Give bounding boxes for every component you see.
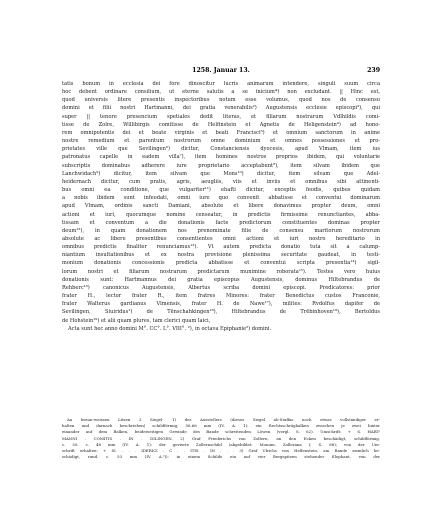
text-line: omnibus predictis finaliter renunciamus¹³). Vt autem predicta donatio tuta sit a calump-: [62, 244, 380, 251]
text-line: frater Walterus gardianus Vlmensis, frater H. de Nawe¹⁷), milites: Rvdolfus dapifer de: [62, 301, 380, 308]
text-line: Rehberc¹⁶) canonicus Augustensis, Albertus scriba domini episcopi. Predicatores: prior: [62, 284, 380, 291]
text-line: domini et filii nostri Hartmanni, dei gratia venerabilis²) Augustensis ecclesie episcopi³), qui: [62, 105, 380, 112]
text-line: Sevilingen, Siuiridus¹) de Tēnschahkingen¹⁸), Hiltebrandus de Trēbinhoven¹⁹), Bertoldus: [62, 309, 380, 316]
text-line: Lanchwidach⁹) dicitur, item silvam que Mons¹⁰) dicitur, item silvam que Adel-: [62, 170, 380, 177]
text-line: de Hohstein¹⁹) et alii quam plures, tam clerici quam laici,: [62, 317, 211, 324]
footnote-line: schädigt, rund, c. 53 mm (IV. A.²)): in einem Schilde ein auf vier Bergspitzen stehender Elephant, von der: [62, 454, 380, 460]
text-line: donationis sunt: Hartmannus dei gratia episcopus Augustensis, dominus Hiltebrandus de: [62, 276, 380, 283]
text-line: niantium insultationibus et ex nostra provisione plenissima securitate gaudeat, in testi-: [62, 252, 380, 259]
text-line: tatis bonum in ecclesia dei fore dinoscitur lucris animarum intendere, singuli suum circa: [62, 81, 380, 87]
text-line: hoc debent ordinare consilium, ut eterne salutis a se inicium*) non excludant. || Hinc est,: [62, 89, 380, 96]
text-line: frater H., lector frater R., item fratres Minores: frater Benedictus custos Franconie,: [62, 293, 380, 300]
text-line: a nobis ibidem sunt infeodati, omni iure quo convenit abbatisse et conventui dominarum: [62, 195, 380, 202]
text-line: actioni et iuri, quocumque nomine censeatur, in predictis firmissime renunctiantes, abba-: [62, 211, 380, 218]
text-line: tissam et conventum a die donationis facte predictorum constituentes dominas propter: [62, 219, 380, 226]
footnote-line: An braun-weissen Litzen 3 Siegel: 1) des Ausstellers (dieses Siegel ab-Staffas noch etwas vollständiger er-: [67, 417, 380, 422]
footnotes: [62, 417, 380, 460]
footnote-line: c. 50, c. 48 mm (IV. A. 1): der gevierte Zollernschild (abgebildet: Monum. Zollerana I, S. 88); von der Um-: [62, 441, 380, 447]
text-line: nostre remedium et parentum nostrorum omne dominium et omnes possessiones et pro-: [62, 138, 380, 145]
charter-text: [62, 80, 380, 333]
page-number: 239: [367, 67, 380, 74]
text-line: apud Vlmam, ordinis sancti Damiani, absolute et libere donavimus propter deum, omni: [62, 203, 380, 210]
text-line: heidernach dicitur, cum pratis, agris, aeugliis, viis et inviis et omnibus sibi attinenti-: [62, 178, 380, 185]
text-line: lorum nostri et filiarum nostrarum predictarum munimine roborata¹⁵). Testes vero huius: [62, 268, 380, 275]
text-line-dating: Acta sunt hec anno domini M°. CC°. L°. VIII°. ²), in octava Epiphanie²) domini.: [68, 325, 272, 332]
text-line: subscriptis dominabus adherere iure proprietario acceptabunt⁸), item silvam ibidem que: [62, 162, 380, 169]
footnote-line: halten und darnach beschrieben) schildförmig, 56,66 mm (IV. A. 1): ein Rechtsschrägbalken zwischen je zwei hinter: [62, 423, 380, 429]
text-line: absolute ac libere presentibus consentientes omni actioni et iuri nostro hereditario in: [62, 235, 380, 242]
text-line: monium donationis concessionis predicta abbatisse et conventui scripta presentia¹⁴) sigil-: [62, 260, 380, 267]
text-line: patronatus capelle in eadem villa⁷), item homines nostros proprios ibidem, qui voluntarie: [62, 154, 380, 161]
footnote-line: schrift erhalten: + SI. . . . IDERICI . C . . ITIS . IN . . . 3) Graf Ulrichs von Helfenstein, am Rande ziemlich be-: [62, 448, 380, 454]
footnote-line: MANNI . COMITIS . IN . DILINGEN. 2) Graf Friederichs von Zollern, an den Ecken beschädigt, schildförmig,: [62, 435, 380, 441]
text-line: bus omni ea conditione, que vulgariter¹¹) ehafti dicitur, exceptis feodis, quibus quidam: [62, 187, 380, 194]
page-header: [62, 67, 380, 77]
text-line: quod universis litere presentis inspectoribus notum esse volumus, quod nos de consensu: [62, 97, 380, 104]
text-line: deum¹²), in quam donationem nos prenominate filie de consensu maritorum nostrorum: [62, 227, 380, 234]
text-line: tisse de Zolre, Willibirgis comitisse de Helfinstein et Agnetis de Heligenstein⁴) ad hono-: [62, 121, 380, 128]
text-line: prietates ville que Sevilingen⁶) dicitur, Constanciensis dyocesis, apud Vlmam, item ius: [62, 146, 380, 153]
footnote-line: einander auf dem Balken, beiderseitigen Gewinde des Bande schreitenden Löwen (vergl. S. 62). Umschrift: + S. HART-: [62, 429, 380, 435]
text-line: rem omnipotentis dei et beate virginis et beati Francisci⁵) et omnium sanctorum in anime: [62, 129, 380, 136]
text-line: super || tenore presencium spetiales dedit literas, et filiarum nostrarum Vdlhildis comi-: [62, 113, 380, 120]
header-date: 1258. Januar 13.: [192, 67, 250, 74]
